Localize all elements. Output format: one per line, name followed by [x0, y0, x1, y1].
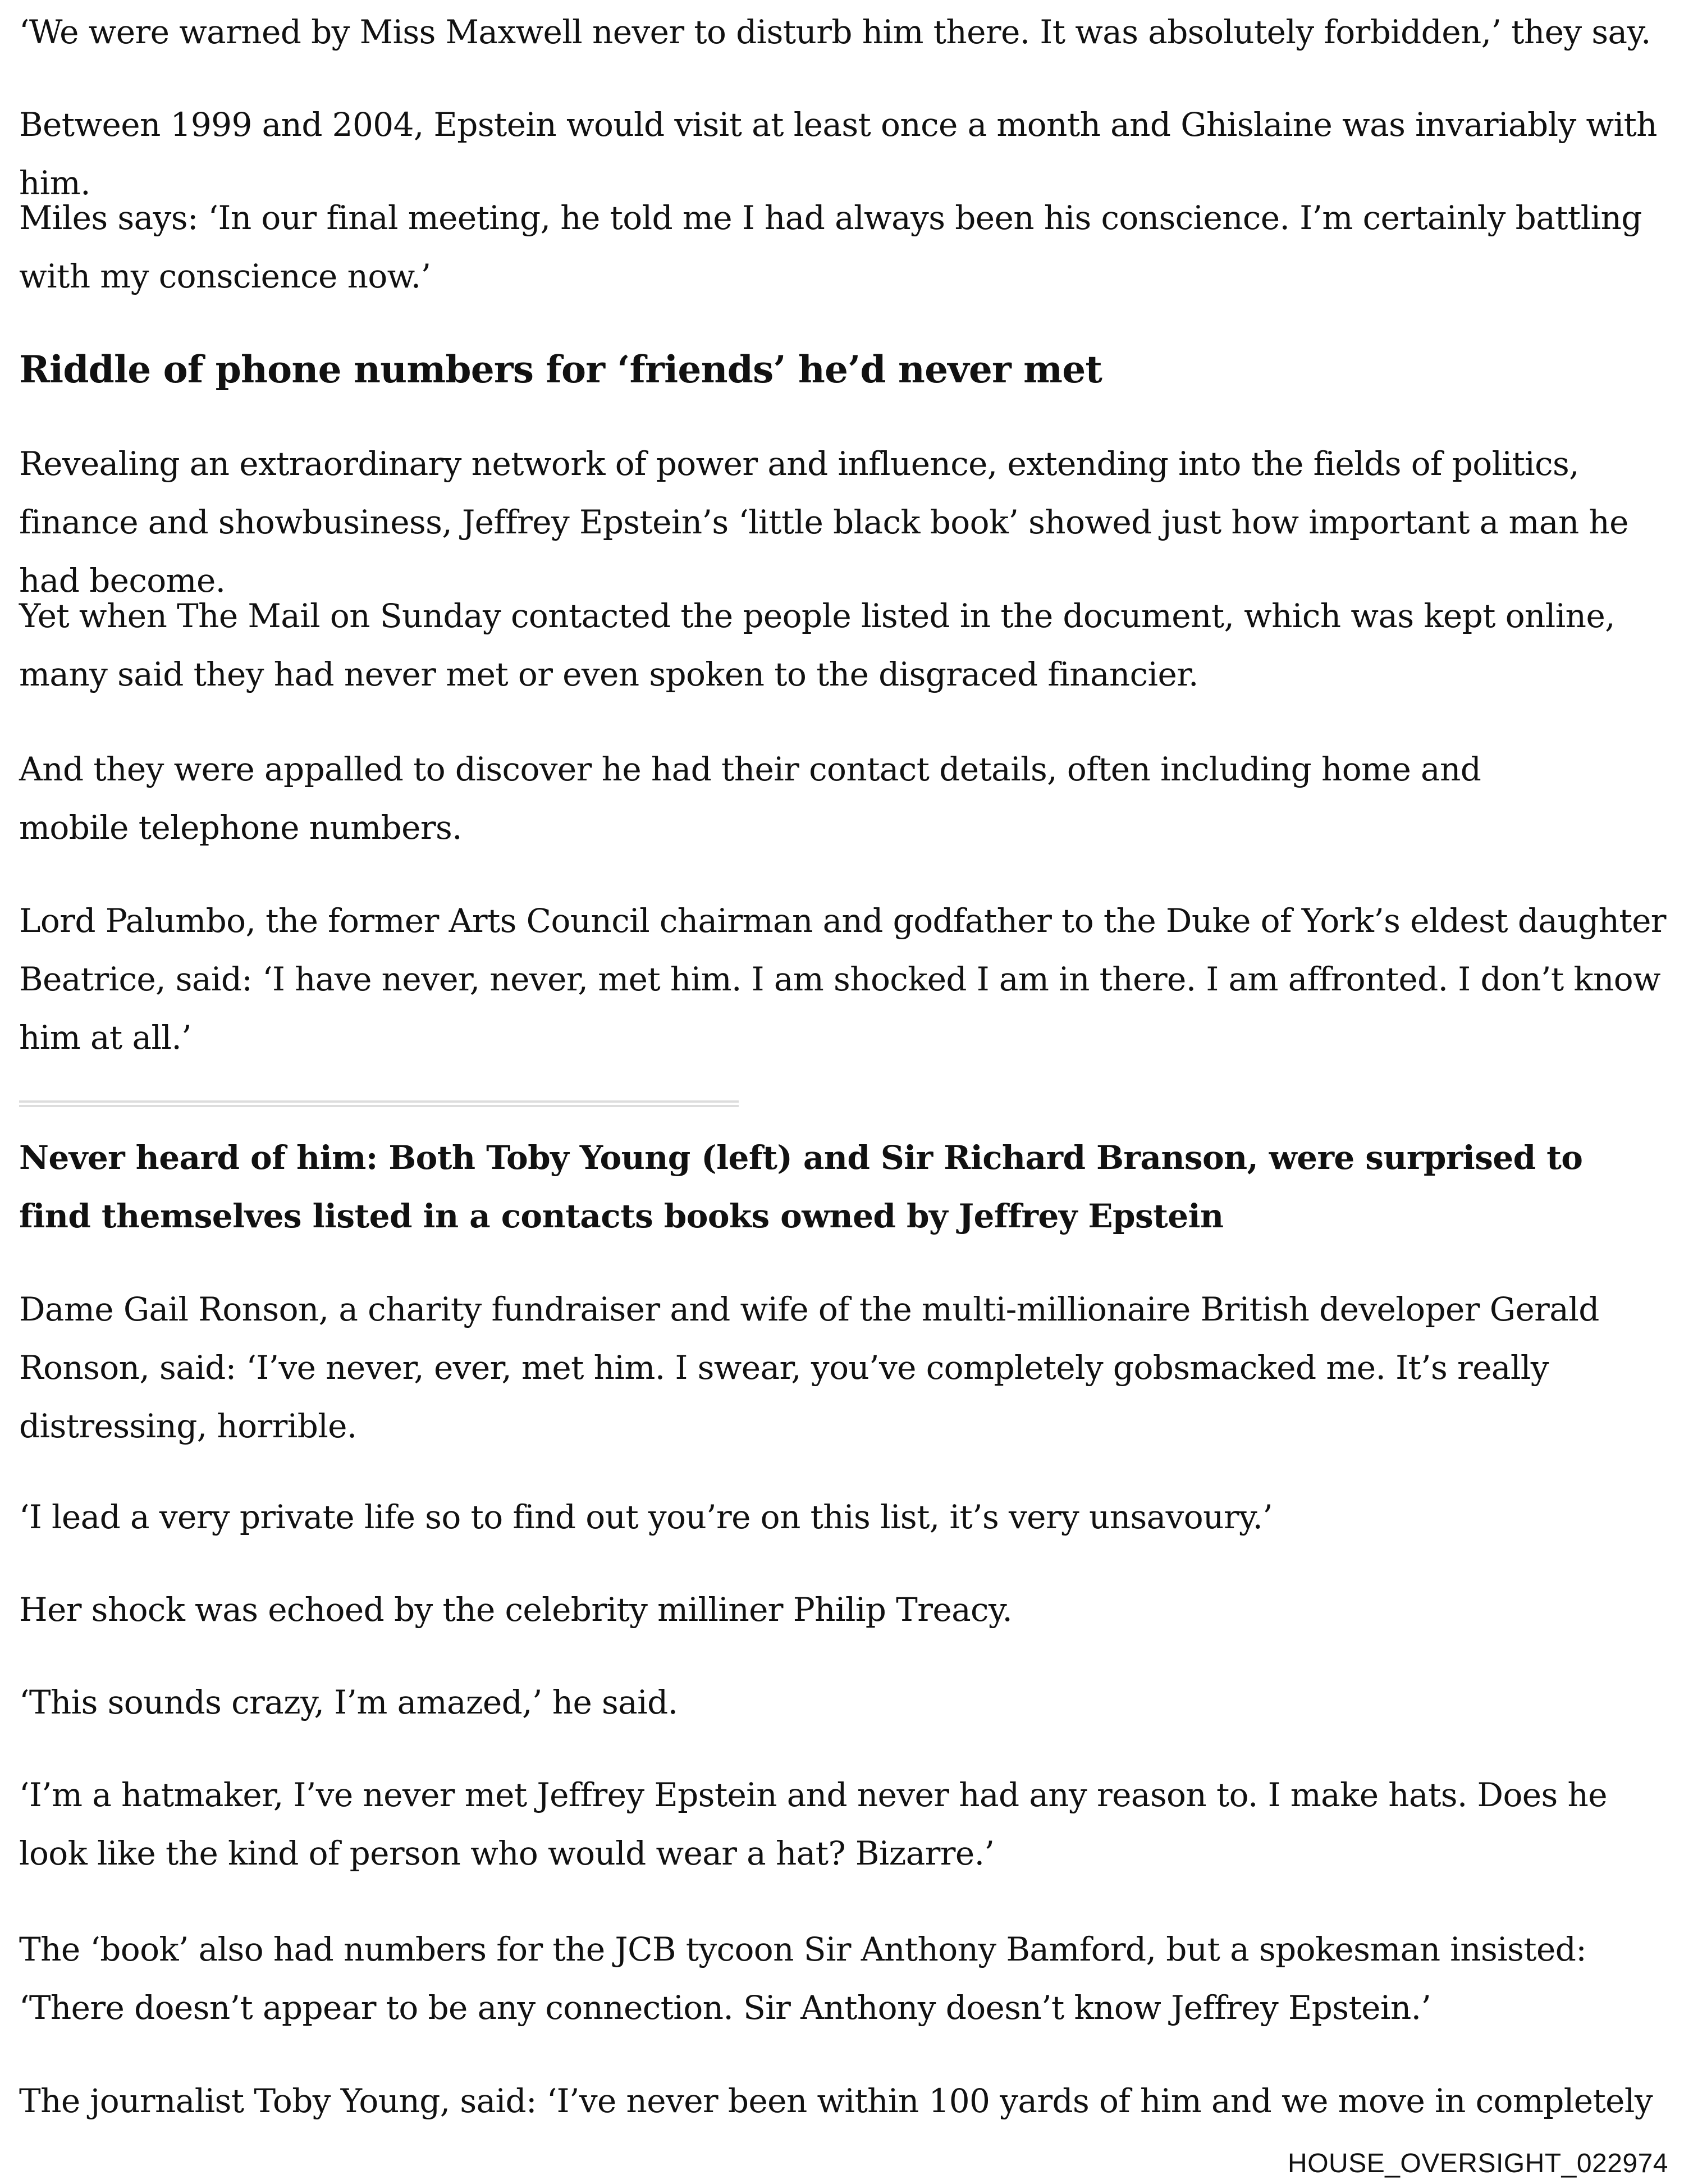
- bates-number: HOUSE_OVERSIGHT_022974: [1288, 2149, 1668, 2178]
- paragraph: Miles says: ‘In our final meeting, he told me I had always been his conscience. I’m certainly battling with my conscience now.’: [19, 199, 1642, 295]
- paragraph: Her shock was echoed by the celebrity milliner Philip Treacy.: [19, 1591, 1013, 1629]
- paragraph: Revealing an extraordinary network of power and influence, extending into the fields of politics, finance and showbusiness, Jeffrey Epstein’s ‘little black book’ showed just how important a man he had become.: [19, 445, 1628, 600]
- paragraph: ‘We were warned by Miss Maxwell never to disturb him there. It was absolutely forbidden,’ they say.: [19, 13, 1651, 51]
- paragraph: Lord Palumbo, the former Arts Council chairman and godfather to the Duke of York’s eldest daughter Beatrice, said: ‘I have never, never, met him. I am shocked I am in there. I am affronted. I don’t know him at all.’: [19, 902, 1666, 1057]
- paragraph: And they were appalled to discover he had their contact details, often including home and mobile telephone numbers.: [19, 750, 1481, 847]
- paragraph: ‘I’m a hatmaker, I’ve never met Jeffrey Epstein and never had any reason to. I make hats. Does he look like the kind of person who would wear a hat? Bizarre.’: [19, 1776, 1607, 1872]
- image-caption: Never heard of him: Both Toby Young (left) and Sir Richard Branson, were surprised to find themselves listed in a contacts books owned by Jeffrey Epstein: [19, 1139, 1583, 1235]
- paragraph: The journalist Toby Young, said: ‘I’ve never been within 100 yards of him and we move in completely: [19, 2082, 1653, 2120]
- section-subheading: Riddle of phone numbers for ‘friends’ he’d never met: [19, 348, 1102, 391]
- paragraph: The ‘book’ also had numbers for the JCB tycoon Sir Anthony Bamford, but a spokesman insisted: ‘There doesn’t appear to be any connection. Sir Anthony doesn’t know Jeffrey Epstein.’: [19, 1930, 1587, 2027]
- paragraph: Between 1999 and 2004, Epstein would visit at least once a month and Ghislaine was invariably with him.: [19, 106, 1657, 202]
- paragraph: ‘This sounds crazy, I’m amazed,’ he said.: [19, 1683, 678, 1721]
- paragraph: Dame Gail Ronson, a charity fundraiser and wife of the multi-millionaire British developer Gerald Ronson, said: ‘I’ve never, ever, met him. I swear, you’ve completely gobsmacked me. It’s really distressing, horrible.: [19, 1290, 1599, 1445]
- paragraph: ‘I lead a very private life so to find out you’re on this list, it’s very unsavoury.’: [19, 1498, 1273, 1536]
- paragraph: Yet when The Mail on Sunday contacted the people listed in the document, which was kept online, many said they had never met or even spoken to the disgraced financier.: [19, 597, 1616, 693]
- image-caption-divider: [19, 1100, 739, 1107]
